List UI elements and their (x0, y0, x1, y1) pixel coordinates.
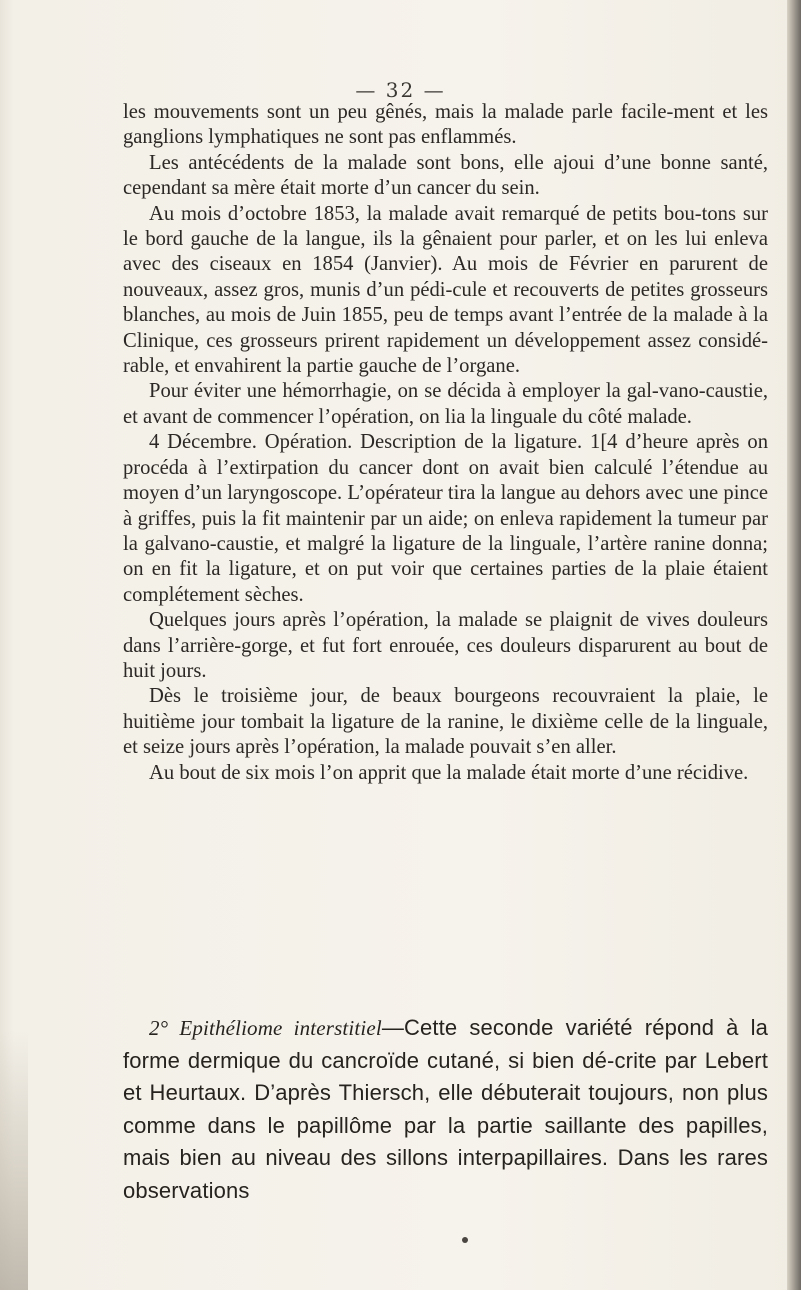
section-paragraph (123, 1012, 768, 1207)
section-block (123, 1012, 768, 1207)
page-edge-shadow (787, 0, 801, 1290)
body-text (123, 100, 768, 786)
page-number: — 32 — (355, 78, 446, 102)
paragraph-8: Au bout de six mois l’on apprit que la malade était morte d’une récidive. (149, 761, 749, 784)
ink-dot (462, 1237, 468, 1243)
paragraph-1: les mouvements sont un peu gênés, mais la malade parle facile-ment et les ganglions lymphatiques ne sont pas enflammés. (123, 101, 768, 149)
paragraph-6: Quelques jours après l’opération, la malade se plaignit de vives douleurs dans l’arrière-gorge, et fut fort enrouée, ces douleurs disparurent au bout de huit jours. (123, 609, 768, 682)
page-stain (0, 1030, 28, 1290)
section-title: 2° Epithéliome interstitiel (149, 1016, 382, 1040)
paragraph-7: Dès le troisième jour, de beaux bourgeons recouvraient la plaie, le huitième jour tombait la ligature de la ranine, le dixième celle de la linguale, et seize jours après l’opération, la malade pouvait s’en aller. (123, 685, 768, 759)
paragraph-4: Pour éviter une hémorrhagie, on se décida à employer la gal-vano-caustie, et avant de commencer l’opération, on lia la linguale du côté malade. (123, 380, 768, 428)
paragraph-5: 4 Décembre. Opération. Description de la ligature. 1[4 d’heure après on procéda à l’extirpation du cancer dont on avait bien calculé l’étendue au moyen d’un laryngoscope. L’opérateur tira la langue au dehors avec une pince à griffes, puis la fit maintenir par un aide; on enleva rapidement la tumeur par la galvano-caustie, et malgré la ligature de la linguale, l’artère ranine donna; on en fit la ligature, et on put voir que certaines parties de la plaie étaient complétement sèches. (123, 431, 768, 606)
paragraph-3: Au mois d’octobre 1853, la malade avait remarqué de petits bou-tons sur le bord gauche de la langue, ils la gênaient pour parler, et on les lui enleva avec des ciseaux en 1854 (Janvier). Au mois de Février en parurent de nouveaux, assez gros, munis d’un pédi-cule et recouverts de petites grosseurs blanches, au mois de Juin 1855, peu de temps avant l’entrée de la malade à la Clinique, ces grosseurs prirent rapidement un développement assez considé-rable, et envahirent la partie gauche de l’organe. (123, 202, 768, 378)
section-text: —Cette seconde variété répond à la forme dermique du cancroïde cutané, si bien dé-crite par Lebert et Heurtaux. D’après Thiersch, elle débuterait toujours, non plus comme dans le papillôme par la partie saillante des papilles, mais bien au niveau des sillons interpapillaires. Dans les rares observations (123, 1015, 768, 1203)
paragraph-2: Les antécédents de la malade sont bons, elle ajoui d’une bonne santé, cependant sa mère était morte d’un cancer du sein. (123, 151, 768, 200)
